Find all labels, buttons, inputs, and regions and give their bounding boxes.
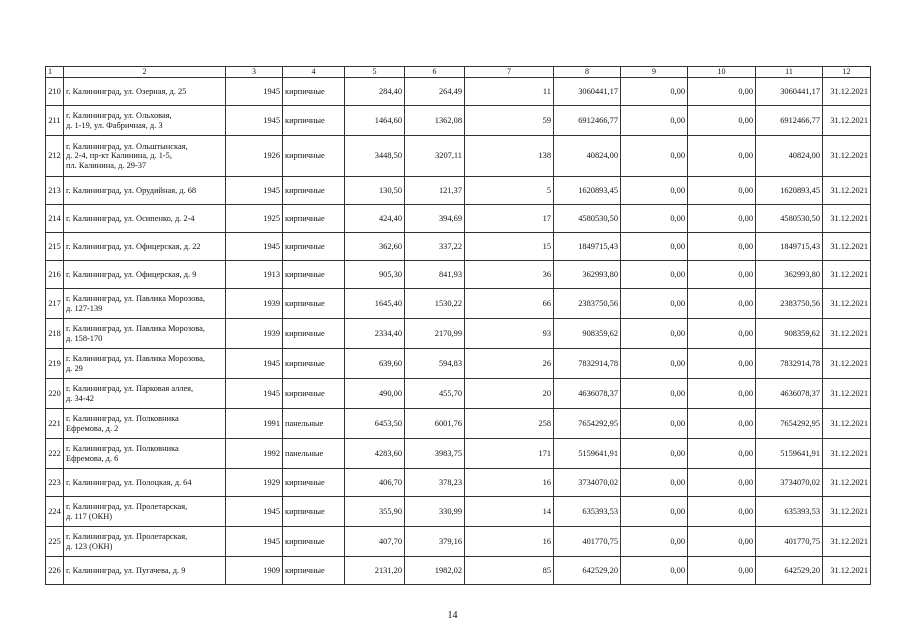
material-cell: кирпичные [283,289,345,319]
col11-cell: 7832914,78 [756,349,823,379]
col9-cell: 0,00 [621,319,688,349]
col9-cell: 0,00 [621,349,688,379]
row-number: 220 [46,379,64,409]
col10-cell: 0,00 [688,469,756,497]
date-cell: 31.12.2021 [823,527,871,557]
col8-cell: 40824,00 [554,136,621,177]
address-line: д. 123 (ОКН) [66,541,113,551]
col5-cell: 6453,50 [345,409,405,439]
col5-cell: 905,30 [345,261,405,289]
table-row [46,409,871,439]
year-cell: 1926 [226,136,283,177]
material-cell: панельные [283,439,345,469]
address-cell [64,78,226,106]
date-cell: 31.12.2021 [823,469,871,497]
col8-cell: 3060441,17 [554,78,621,106]
col7-cell: 15 [465,233,554,261]
year-cell: 1925 [226,205,283,233]
col11-cell: 1620893,45 [756,177,823,205]
col9-cell: 0,00 [621,78,688,106]
material-cell: панельные [283,409,345,439]
column-number: 6 [405,67,465,78]
address-cell [64,557,226,585]
table-row [46,319,871,349]
column-number: 8 [554,67,621,78]
col7-cell: 16 [465,469,554,497]
row-number: 219 [46,349,64,379]
column-number-row [46,67,871,78]
address-line: пл. Калинина, д. 29-37 [66,160,147,170]
col11-cell: 635393,53 [756,497,823,527]
col10-cell: 0,00 [688,177,756,205]
date-cell: 31.12.2021 [823,136,871,177]
col5-cell: 2334,40 [345,319,405,349]
col9-cell: 0,00 [621,439,688,469]
col7-cell: 171 [465,439,554,469]
col8-cell: 908359,62 [554,319,621,349]
col6-cell: 594,83 [405,349,465,379]
col5-cell: 490,00 [345,379,405,409]
material-cell: кирпичные [283,379,345,409]
material-cell: кирпичные [283,136,345,177]
col5-cell: 362,60 [345,233,405,261]
row-number: 221 [46,409,64,439]
col6-cell: 1530,22 [405,289,465,319]
col11-cell: 642529,20 [756,557,823,585]
date-cell: 31.12.2021 [823,349,871,379]
address-line: г. Калининград, ул. Полковника [66,413,179,423]
col5-cell: 424,40 [345,205,405,233]
address-line: г. Калининград, ул. Полковника [66,443,179,453]
col8-cell: 642529,20 [554,557,621,585]
date-cell: 31.12.2021 [823,177,871,205]
address-line: д. 158-170 [66,333,103,343]
material-cell: кирпичные [283,177,345,205]
col7-cell: 26 [465,349,554,379]
address-line: г. Калининград, ул. Пролетарская, [66,531,188,541]
col6-cell: 330,99 [405,497,465,527]
table-row [46,233,871,261]
column-number: 12 [823,67,871,78]
col5-cell: 4283,60 [345,439,405,469]
col11-cell: 2383750,56 [756,289,823,319]
date-cell: 31.12.2021 [823,379,871,409]
col11-cell: 5159641,91 [756,439,823,469]
col9-cell: 0,00 [621,557,688,585]
col11-cell: 6912466,77 [756,106,823,136]
col10-cell: 0,00 [688,497,756,527]
col7-cell: 85 [465,557,554,585]
col7-cell: 20 [465,379,554,409]
address-cell [64,527,226,557]
date-cell: 31.12.2021 [823,319,871,349]
table-row [46,439,871,469]
year-cell: 1945 [226,177,283,205]
col10-cell: 0,00 [688,233,756,261]
address-line: г. Калининград, ул. Ольштынская, [66,141,188,151]
table-row [46,349,871,379]
row-number: 213 [46,177,64,205]
year-cell: 1939 [226,319,283,349]
col5-cell: 355,90 [345,497,405,527]
year-cell: 1909 [226,557,283,585]
material-cell: кирпичные [283,319,345,349]
address-line: г. Калининград, ул. Пролетарская, [66,501,188,511]
register-body [46,67,871,585]
material-cell: кирпичные [283,497,345,527]
address-cell [64,319,226,349]
row-number: 226 [46,557,64,585]
material-cell: кирпичные [283,261,345,289]
col7-cell: 5 [465,177,554,205]
col6-cell: 3207,11 [405,136,465,177]
col8-cell: 5159641,91 [554,439,621,469]
col6-cell: 2170,99 [405,319,465,349]
register-table [45,66,871,585]
col10-cell: 0,00 [688,379,756,409]
col6-cell: 394,69 [405,205,465,233]
column-number: 9 [621,67,688,78]
table-row [46,289,871,319]
col5-cell: 284,40 [345,78,405,106]
year-cell: 1913 [226,261,283,289]
col10-cell: 0,00 [688,439,756,469]
col6-cell: 3983,75 [405,439,465,469]
col11-cell: 4580530,50 [756,205,823,233]
address-line: г. Калининград, ул. Орудийная, д. 68 [66,185,197,195]
col7-cell: 14 [465,497,554,527]
col9-cell: 0,00 [621,379,688,409]
row-number: 217 [46,289,64,319]
col5-cell: 639,60 [345,349,405,379]
col10-cell: 0,00 [688,289,756,319]
col8-cell: 1620893,45 [554,177,621,205]
col11-cell: 362993,80 [756,261,823,289]
address-line: г. Калининград, ул. Полоцкая, д. 64 [66,477,192,487]
date-cell: 31.12.2021 [823,497,871,527]
col8-cell: 6912466,77 [554,106,621,136]
row-number: 224 [46,497,64,527]
address-line: Ефремова, д. 6 [66,453,119,463]
col9-cell: 0,00 [621,497,688,527]
col8-cell: 7832914,78 [554,349,621,379]
address-cell [64,106,226,136]
address-line: г. Калининград, ул. Озерная, д. 25 [66,86,187,96]
material-cell: кирпичные [283,106,345,136]
col10-cell: 0,00 [688,261,756,289]
year-cell: 1945 [226,106,283,136]
col6-cell: 841,93 [405,261,465,289]
table-row [46,78,871,106]
date-cell: 31.12.2021 [823,261,871,289]
year-cell: 1945 [226,349,283,379]
col11-cell: 401770,75 [756,527,823,557]
address-line: д. 2-4, пр-кт Калинина, д. 1-5, [66,151,172,161]
row-number: 212 [46,136,64,177]
address-line: д. 1-19, ул. Фабричная, д. 3 [66,120,163,130]
address-line: г. Калининград, ул. Парковая аллея, [66,383,194,393]
column-number: 5 [345,67,405,78]
col8-cell: 1849715,43 [554,233,621,261]
date-cell: 31.12.2021 [823,289,871,319]
address-cell [64,136,226,177]
col5-cell: 2131,20 [345,557,405,585]
address-cell [64,439,226,469]
address-line: г. Калининград, ул. Ольховая, [66,110,172,120]
col6-cell: 1362,08 [405,106,465,136]
col11-cell: 3734070,02 [756,469,823,497]
row-number: 215 [46,233,64,261]
date-cell: 31.12.2021 [823,557,871,585]
col10-cell: 0,00 [688,106,756,136]
address-cell [64,177,226,205]
address-line: г. Калининград, ул. Пугачева, д. 9 [66,565,186,575]
col10-cell: 0,00 [688,205,756,233]
col7-cell: 258 [465,409,554,439]
table-row [46,557,871,585]
col7-cell: 138 [465,136,554,177]
year-cell: 1992 [226,439,283,469]
address-cell [64,289,226,319]
col9-cell: 0,00 [621,527,688,557]
table-row [46,177,871,205]
column-number: 10 [688,67,756,78]
address-line: г. Калининград, ул. Павлика Морозова, [66,293,205,303]
col6-cell: 264,49 [405,78,465,106]
year-cell: 1939 [226,289,283,319]
address-cell [64,469,226,497]
column-number: 4 [283,67,345,78]
col9-cell: 0,00 [621,233,688,261]
col10-cell: 0,00 [688,409,756,439]
address-cell [64,349,226,379]
row-number: 223 [46,469,64,497]
col9-cell: 0,00 [621,177,688,205]
col10-cell: 0,00 [688,319,756,349]
col10-cell: 0,00 [688,78,756,106]
col7-cell: 17 [465,205,554,233]
year-cell: 1945 [226,78,283,106]
col5-cell: 406,70 [345,469,405,497]
material-cell: кирпичные [283,527,345,557]
row-number: 210 [46,78,64,106]
col8-cell: 2383750,56 [554,289,621,319]
material-cell: кирпичные [283,349,345,379]
col11-cell: 40824,00 [756,136,823,177]
col11-cell: 3060441,17 [756,78,823,106]
table-row [46,205,871,233]
material-cell: кирпичные [283,469,345,497]
table-row [46,106,871,136]
table-row [46,497,871,527]
address-line: г. Калининград, ул. Офицерская, д. 22 [66,241,201,251]
year-cell: 1929 [226,469,283,497]
col8-cell: 4636078,37 [554,379,621,409]
col10-cell: 0,00 [688,136,756,177]
address-line: г. Калининград, ул. Павлика Морозова, [66,323,205,333]
col9-cell: 0,00 [621,409,688,439]
address-cell [64,233,226,261]
col6-cell: 455,70 [405,379,465,409]
material-cell: кирпичные [283,78,345,106]
address-line: д. 117 (ОКН) [66,511,113,521]
column-number: 7 [465,67,554,78]
year-cell: 1945 [226,233,283,261]
page-number: 14 [447,610,458,621]
column-number: 11 [756,67,823,78]
row-number: 216 [46,261,64,289]
col8-cell: 401770,75 [554,527,621,557]
row-number: 222 [46,439,64,469]
col11-cell: 4636078,37 [756,379,823,409]
col5-cell: 130,50 [345,177,405,205]
table-row [46,527,871,557]
column-number: 3 [226,67,283,78]
col5-cell: 1464,60 [345,106,405,136]
address-line: г. Калининград, ул. Павлика Морозова, [66,353,205,363]
column-number: 2 [64,67,226,78]
address-line: Ефремова, д. 2 [66,423,119,433]
col7-cell: 11 [465,78,554,106]
col10-cell: 0,00 [688,349,756,379]
address-line: д. 127-139 [66,303,103,313]
address-line: г. Калининград, ул. Офицерская, д. 9 [66,269,197,279]
address-line: д. 29 [66,363,83,373]
address-line: г. Калининград, ул. Осипенко, д. 2-4 [66,213,195,223]
address-cell [64,379,226,409]
row-number: 211 [46,106,64,136]
col5-cell: 1645,40 [345,289,405,319]
col9-cell: 0,00 [621,289,688,319]
table-row [46,379,871,409]
col6-cell: 337,22 [405,233,465,261]
col9-cell: 0,00 [621,136,688,177]
col7-cell: 59 [465,106,554,136]
col8-cell: 4580530,50 [554,205,621,233]
col9-cell: 0,00 [621,106,688,136]
date-cell: 31.12.2021 [823,78,871,106]
col11-cell: 908359,62 [756,319,823,349]
col6-cell: 1982,02 [405,557,465,585]
col9-cell: 0,00 [621,205,688,233]
col7-cell: 66 [465,289,554,319]
material-cell: кирпичные [283,557,345,585]
col6-cell: 379,16 [405,527,465,557]
date-cell: 31.12.2021 [823,439,871,469]
column-number: 1 [46,67,64,78]
col9-cell: 0,00 [621,261,688,289]
date-cell: 31.12.2021 [823,409,871,439]
address-cell [64,409,226,439]
address-cell [64,205,226,233]
col9-cell: 0,00 [621,469,688,497]
address-cell [64,497,226,527]
material-cell: кирпичные [283,233,345,261]
date-cell: 31.12.2021 [823,106,871,136]
col10-cell: 0,00 [688,527,756,557]
col11-cell: 1849715,43 [756,233,823,261]
year-cell: 1945 [226,497,283,527]
col7-cell: 93 [465,319,554,349]
date-cell: 31.12.2021 [823,205,871,233]
year-cell: 1945 [226,527,283,557]
date-cell: 31.12.2021 [823,233,871,261]
material-cell: кирпичные [283,205,345,233]
col11-cell: 7654292,95 [756,409,823,439]
col8-cell: 3734070,02 [554,469,621,497]
table-row [46,261,871,289]
row-number: 225 [46,527,64,557]
year-cell: 1991 [226,409,283,439]
year-cell: 1945 [226,379,283,409]
col8-cell: 362993,80 [554,261,621,289]
col8-cell: 7654292,95 [554,409,621,439]
col6-cell: 378,23 [405,469,465,497]
col5-cell: 407,70 [345,527,405,557]
col5-cell: 3448,50 [345,136,405,177]
row-number: 214 [46,205,64,233]
col7-cell: 16 [465,527,554,557]
col6-cell: 121,37 [405,177,465,205]
table-row [46,469,871,497]
row-number: 218 [46,319,64,349]
table-row [46,136,871,177]
address-cell [64,261,226,289]
address-line: д. 34-42 [66,393,94,403]
col6-cell: 6001,76 [405,409,465,439]
col10-cell: 0,00 [688,557,756,585]
col7-cell: 36 [465,261,554,289]
col8-cell: 635393,53 [554,497,621,527]
